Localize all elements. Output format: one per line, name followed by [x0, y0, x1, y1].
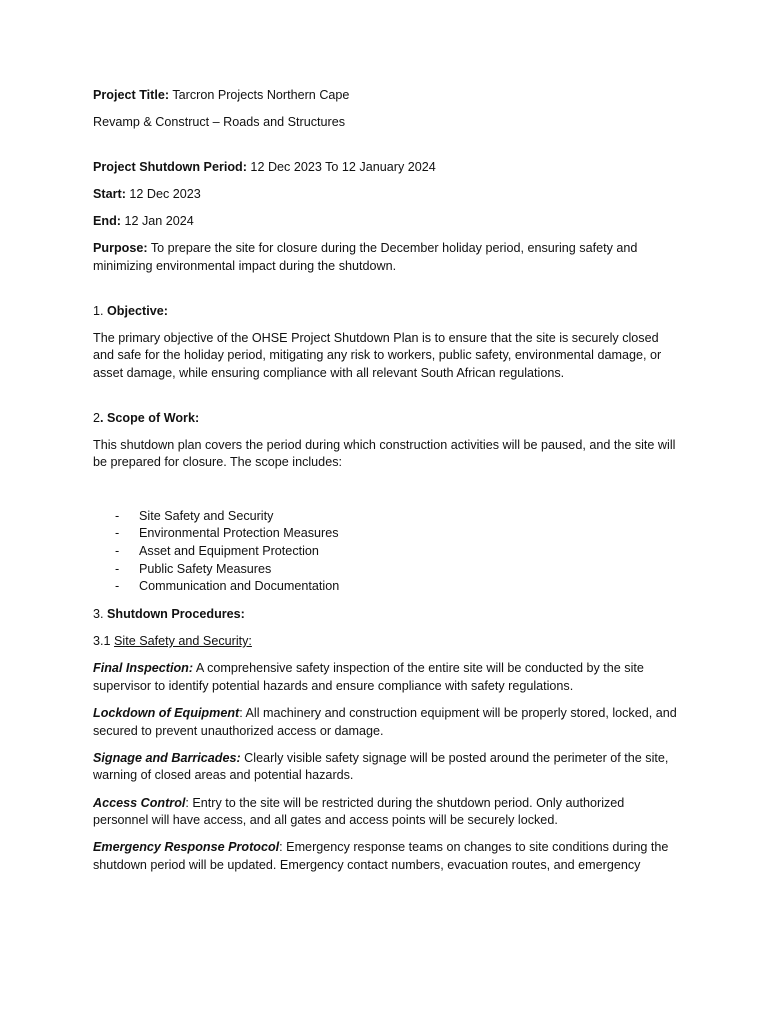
start-line	[93, 186, 683, 204]
list-item	[93, 543, 683, 561]
paragraph-label: Lockdown of Equipment	[93, 706, 240, 720]
section-3-heading	[93, 606, 683, 624]
scope-list	[93, 508, 683, 596]
list-item-text: Environmental Protection Measures	[139, 526, 339, 541]
shutdown-period-value: 12 Dec 2023 To 12 January 2024	[246, 159, 436, 174]
signage-barricades-paragraph	[93, 750, 683, 785]
section-2-heading	[93, 410, 683, 428]
paragraph-label: Final Inspection:	[93, 661, 194, 676]
paragraph-text: : All machinery and construction equipment will be properly stored, locked, and secured to prevent unauthorized access or damage.	[93, 706, 677, 738]
list-item-text: Public Safety Measures	[139, 561, 272, 576]
start-label: Start:	[93, 186, 126, 201]
list-item	[93, 578, 683, 596]
subsection-3-1-number: 3.1	[93, 634, 115, 649]
project-title-value: Tarcron Projects Northern Cape	[169, 88, 350, 102]
end-label: End:	[93, 214, 121, 229]
final-inspection-paragraph	[93, 660, 683, 695]
shutdown-period-line	[93, 159, 683, 177]
section-1-number: 1.	[93, 303, 108, 318]
paragraph-label: Emergency Response Protocol	[93, 840, 280, 855]
shutdown-period-label: Project Shutdown Period:	[93, 159, 247, 174]
project-subtitle: Revamp & Construct – Roads and Structures	[93, 115, 345, 130]
section-3-number: 3.	[93, 606, 108, 621]
list-item	[93, 508, 683, 526]
section-2-body: This shutdown plan covers the period during which construction activities will be paused, and the site will be prepared for closure. The scope includes:	[93, 437, 676, 470]
list-dash: -	[115, 544, 120, 559]
list-item-text: Asset and Equipment Protection	[139, 544, 319, 559]
paragraph-text: : Emergency response teams on changes to site conditions during the shutdown period will be updated. Emergency contact numbers, evacuation routes, and emergency	[93, 840, 669, 872]
purpose-line	[93, 240, 683, 275]
end-line	[93, 213, 683, 231]
lockdown-equipment-paragraph	[93, 705, 683, 740]
section-1-body: The primary objective of the OHSE Project Shutdown Plan is to ensure that the site is securely closed and safe for the holiday period, mitigating any risk to workers, public safety, environmental damage, or asset damage, while ensuring compliance with all relevant South African regulations.	[93, 330, 662, 380]
paragraph-label: Access Control	[93, 795, 186, 810]
start-value: 12 Dec 2023	[125, 186, 201, 201]
section-2-number: 2	[93, 410, 101, 425]
subsection-3-1-title: Site Safety and Security:	[114, 634, 252, 649]
subsection-3-1-heading	[93, 633, 683, 651]
paragraph-text: A comprehensive safety inspection of the entire site will be conducted by the site supervisor to identify potential hazards and ensure compliance with safety regulations.	[93, 661, 644, 693]
paragraph-text: : Entry to the site will be restricted during the shutdown period. Only authorized personnel will have access, and all gates and access points will be securely locked.	[93, 795, 625, 828]
list-dash: -	[115, 579, 120, 594]
list-item	[93, 525, 683, 543]
list-item-text: Communication and Documentation	[139, 579, 340, 594]
paragraph-text: Clearly visible safety signage will be posted around the perimeter of the site, warning of closed areas and potential hazards.	[93, 750, 669, 783]
list-dash: -	[115, 508, 120, 523]
purpose-label: Purpose:	[93, 241, 148, 256]
section-2-title: . Scope of Work:	[100, 410, 200, 425]
end-value: 12 Jan 2024	[120, 214, 194, 229]
emergency-response-paragraph	[93, 839, 683, 874]
list-dash: -	[115, 561, 120, 576]
section-1-title: Objective:	[107, 303, 168, 318]
section-1-heading	[93, 303, 683, 321]
purpose-value: To prepare the site for closure during the December holiday period, ensuring safety and minimizing environmental impact during the shutdown.	[93, 241, 638, 273]
project-title-label: Project Title:	[93, 88, 170, 102]
access-control-paragraph	[93, 795, 683, 830]
project-title-line	[93, 87, 683, 105]
paragraph-label: Signage and Barricades:	[93, 750, 241, 765]
section-3-title: Shutdown Procedures:	[107, 606, 245, 621]
list-dash: -	[115, 526, 120, 541]
list-item	[93, 561, 683, 579]
document-page	[93, 87, 683, 884]
list-item-text: Site Safety and Security	[139, 508, 274, 523]
